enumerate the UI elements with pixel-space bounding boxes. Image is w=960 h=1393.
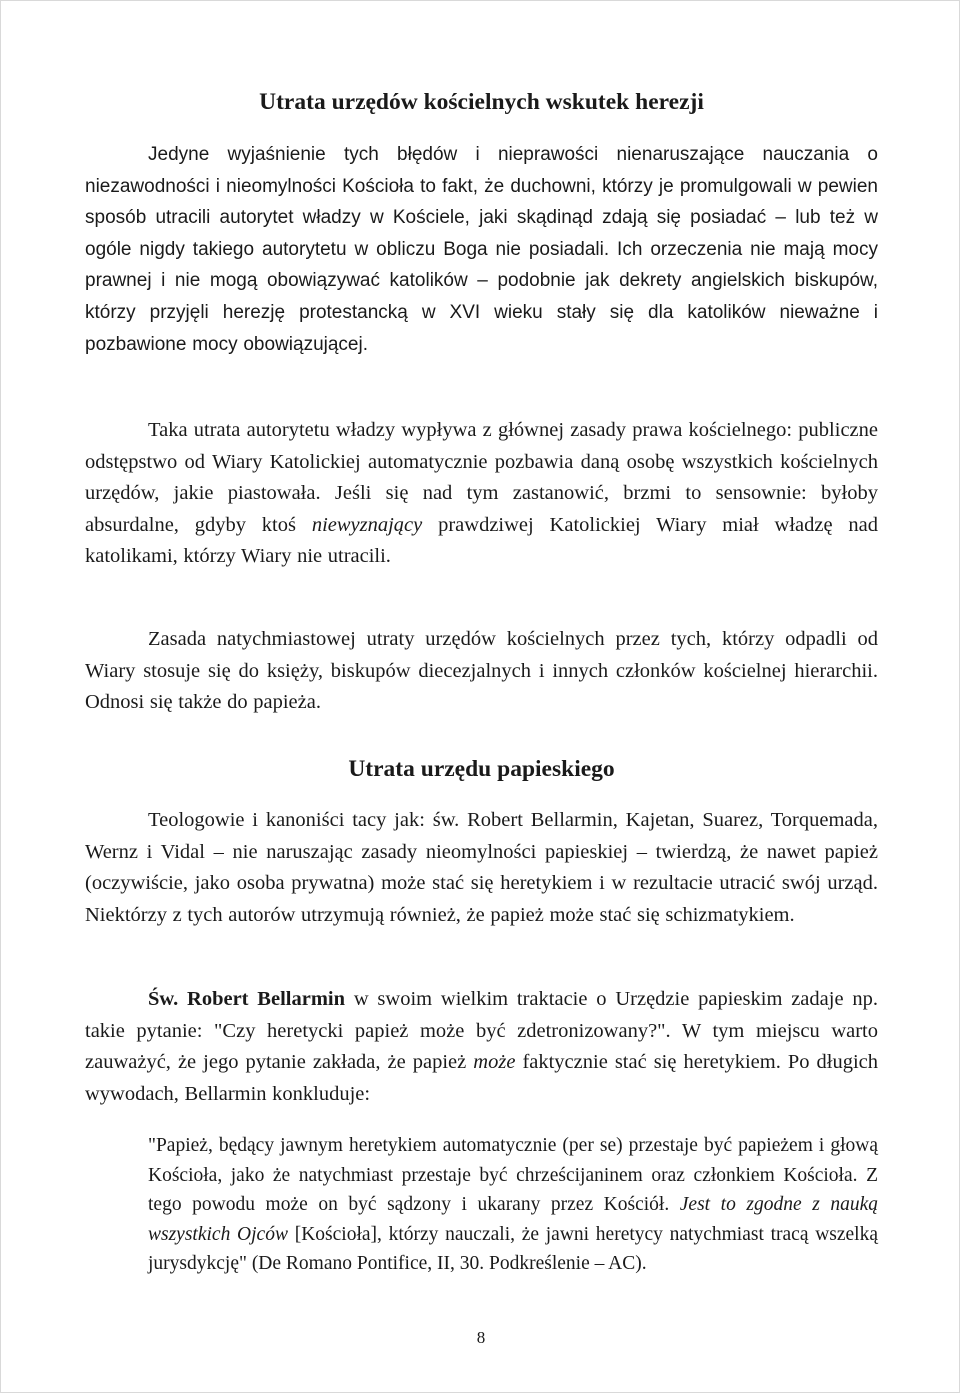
page-number: 8 [476, 1328, 486, 1347]
paragraph-5-bold: Św. Robert Bellarmin [148, 988, 345, 1010]
paragraph-5 [85, 984, 878, 1110]
quote-text-b: [Kościoła], którzy nauczali, że jawni heretycy natychmiast tracą wszelką jurysdykcję" (De Romano Pontifice, II, 30. Podkreślenie – AC). [148, 1223, 879, 1274]
paragraph-1: Jedyne wyjaśnienie tych błędów i nieprawości nienaruszające nauczania o niezawodności i nieomylności Kościoła to fakt, że duchowni, którzy je promulgowali w pewien sposób utracili autorytet władzy w Kościele, jaki skądinąd zdają się posiadać – lub też w ogóle nigdy takiego autorytetu w obliczu Boga nie posiadali. Ich orzeczenia nie mają mocy prawnej i nie mogą obowiązywać katolików – podobnie jak dekrety angielskich biskupów, którzy przyjęli herezję protestancką w XVI wieku stały się dla katolików nieważne i pozbawione mocy obowiązującej. [85, 144, 878, 355]
quote-text-a: "Papież, będący jawnym heretykiem automatycznie (per se) przestaje być papieżem i głową Kościoła, jako że natychmiast przestaje być chrześcijaninem oraz członkiem Kościoła. Z tego powodu może on być sądzony i ukarany przez Kościół. [148, 1135, 878, 1215]
section-heading-heresy: Utrata urzędów kościelnych wskutek herezji [259, 89, 704, 115]
paragraph-3: Zasada natychmiastowej utraty urzędów kościelnych przez tych, którzy odpadli od Wiary stosuje się do księży, biskupów diecezjalnych i innych członków kościelnej hierarchii. Odnosi się także do papieża. [85, 628, 878, 713]
paragraph-2-text-a: Taka utrata autorytetu władzy wypływa z głównej zasady prawa kościelnego: publiczne odstępstwo od Wiary Katolickiej automatycznie pozbawia daną osobę wszystkich kościelnych urzędów, jakie piastowała. Jeśli się nad tym zastanowić, brzmi to sensownie: byłoby absurdalne, gdyby ktoś [85, 419, 878, 536]
paragraph-5-italic: może [473, 1051, 516, 1073]
quote-italic: Jest to zgodne z nauką wszystkich Ojców [148, 1194, 878, 1245]
paragraph-5-text-b: faktycznie stać się heretykiem. Po długich wywodach, Bellarmin konkluduje: [85, 1051, 878, 1105]
paragraph-4: Teologowie i kanoniści tacy jak: św. Robert Bellarmin, Kajetan, Suarez, Torquemada, Wernz i Vidal – nie naruszając zasady nieomylności papieskiej – twierdzą, że nawet papież (oczywiście, jako osoba prywatna) może stać się heretykiem i w rezultacie utracić swój urząd. Niektórzy z tych autorów utrzymują również, że papież może stać się schizmatykiem. [85, 809, 878, 926]
bellarmine-quote [148, 1131, 878, 1279]
paragraph-2-text-b: prawdziwej Katolickiej Wiary miał władzę nad katolikami, którzy Wiary nie utracili. [85, 513, 879, 567]
section-heading-papal-office: Utrata urzędu papieskiego [348, 756, 615, 782]
paragraph-5-text-a: w swoim wielkim traktacie o Urzędzie papieskim zadaje np. takie pytanie: "Czy heretycki papież może być zdetronizowany?". W tym miejscu warto zauważyć, że jego pytanie zakłada, że papież [85, 988, 878, 1073]
paragraph-2 [85, 415, 878, 573]
paragraph-2-italic: niewyznający [311, 513, 423, 536]
